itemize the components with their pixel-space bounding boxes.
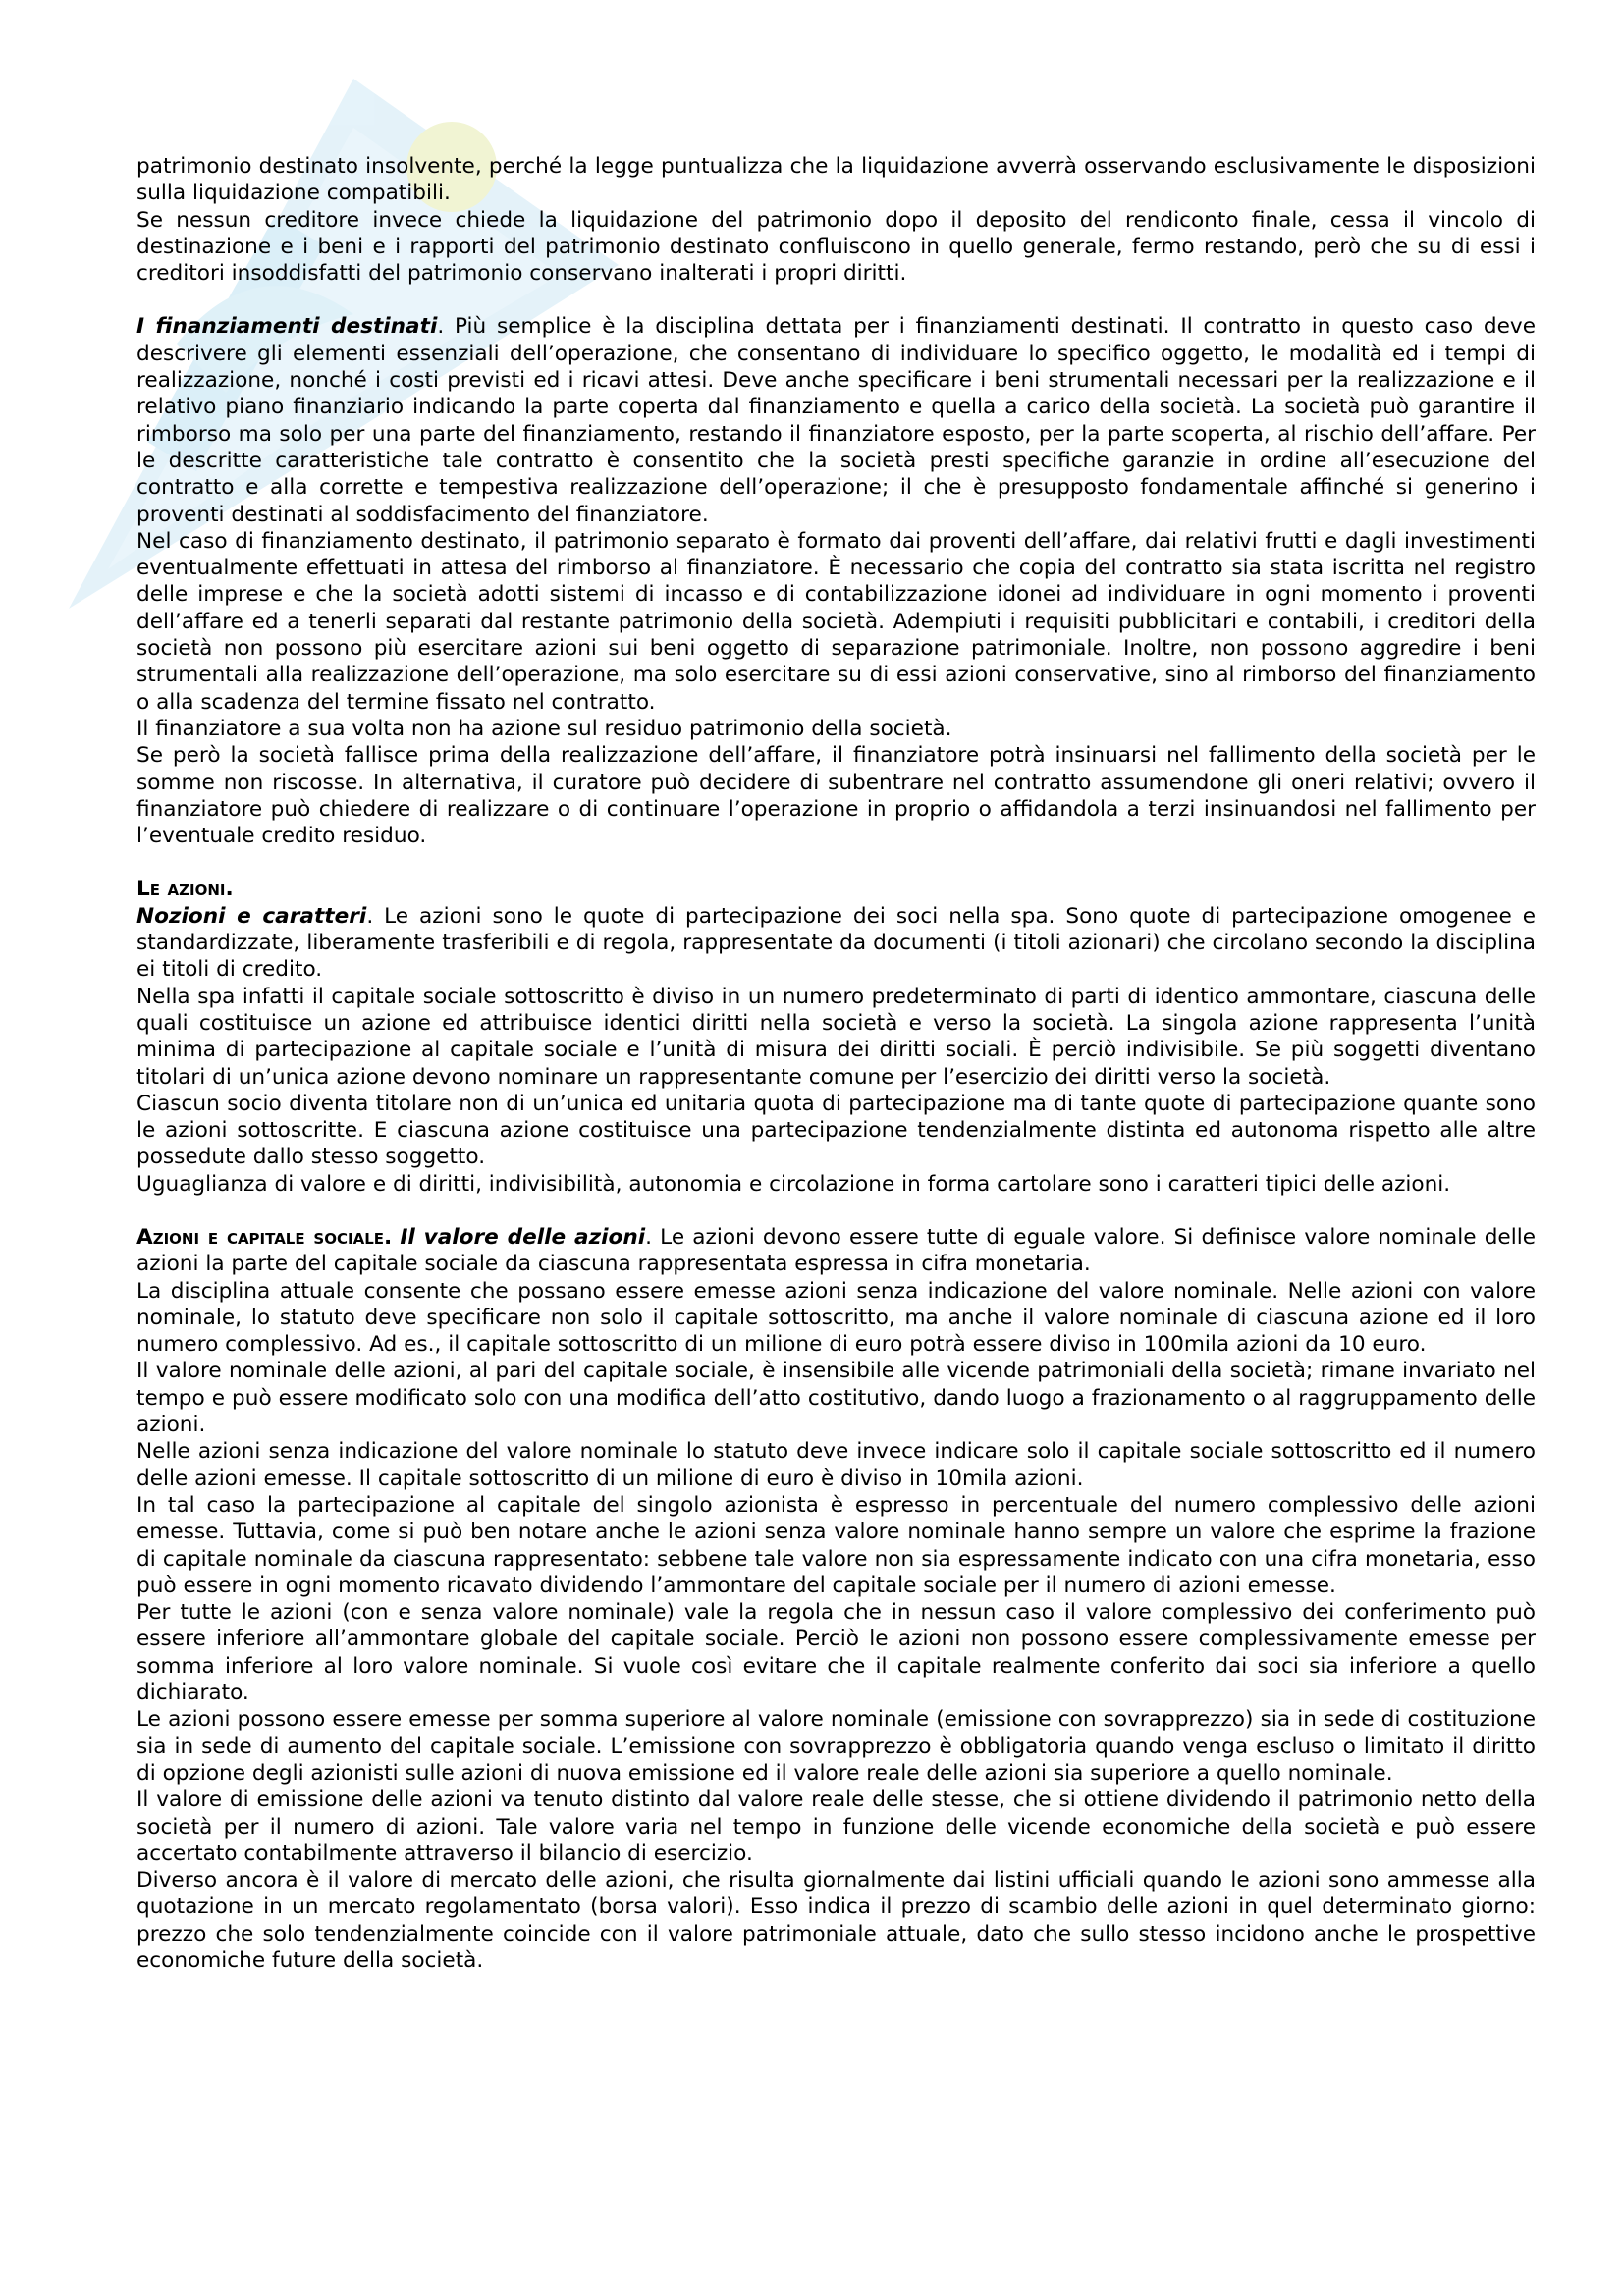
paragraph-capitale (136, 1224, 1536, 1278)
paragraph: Uguaglianza di valore e di diritti, indivisibilità, autonomia e circolazione in forma cartolare sono i caratteri tipici delle azioni. (136, 1171, 1451, 1197)
paragraph-text: . Più semplice è la disciplina dettata per i finanziamenti destinati. Il contratto in questo caso deve descrivere gli elementi essenziali dell’operazione, che consentano di individuare lo specifico oggetto, le modalità ed i tempi di realizzazione, nonché i costi previsti ed i ricavi attesi. Deve anche specificare i beni strumentali necessari per la realizzazione e il relativo piano finanziario indicando la parte coperta dal finanziamento e quella a carico della società. La società può garantire il rimborso ma solo per una parte del finanziamento, restando il finanziatore esposto, per la parte scoperta, al rischio dell’affare. Per le descritte caratteristiche tale contratto è consentito che la società presti specifiche garanzie in ordine all’esecuzione del contratto e alla corrette e tempestiva realizzazione dell’operazione; il che è presupposto fondamentale affinché si generino i proventi destinati al soddisfacimento del finanziatore. (136, 314, 1536, 527)
paragraph: Le azioni possono essere emesse per somma superiore al valore nominale (emissione con sovrapprezzo) sia in sede di costituzione sia in sede di aumento del capitale sociale. L’emissione con sovrapprezzo è obbligatoria quando venga escluso o limitato il diritto di opzione degli azionisti sulle azioni di nuova emissione ed il valore reale delle azioni sia superiore a quello nominale. (136, 1707, 1536, 1786)
paragraph: Il valore di emissione delle azioni va tenuto distinto dal valore reale delle stesse, che si ottiene dividendo il patrimonio netto della società per il numero di azioni. Tale valore varia nel tempo in funzione delle vicende economiche della società e può essere accertato contabilmente attraverso il bilancio di esercizio. (136, 1788, 1536, 1866)
paragraph: patrimonio destinato insolvente, perché la legge puntualizza che la liquidazione avverrà osservando esclusivamente le disposizioni sulla liquidazione compatibili. (136, 154, 1536, 206)
paragraph: Se nessun creditore invece chiede la liquidazione del patrimonio dopo il deposito del rendiconto finale, cessa il vincolo di destinazione e i beni e i rapporti del patrimonio destinato confluiscono in quello generale, fermo restando, però che su di essi i creditori insoddisfatti del patrimonio conservano inalterati i propri diritti. (136, 207, 1536, 287)
paragraph: Nel caso di finanziamento destinato, il patrimonio separato è formato dai proventi dell’affare, dai relativi frutti e dagli investimenti eventualmente effettuati in attesa del rimborso al finanziatore. È necessario che copia del contratto sia stata iscritta nel registro delle imprese e che la società adotti sistemi di incasso e di contabilizzazione idonei ad individuare in ogni momento i proventi dell’affare ed a tenerli separati dal restante patrimonio della società. Adempiuti i requisiti pubblicitari e contabili, i creditori della società non possono più esercitare azioni sui beni oggetto di separazione patrimoniale. Inoltre, non possono aggredire i beni strumentali alla realizzazione dell’operazione, ma solo esercitare su di essi azioni conservative, sino al rimborso del finanziamento o alla scadenza del termine fissato nel contratto. (136, 528, 1536, 715)
paragraph: Ciascun socio diventa titolare non di un’unica ed unitaria quota di partecipazione ma di tante quote di partecipazione quante sono le azioni sottoscritte. E ciascuna azione costituisce una partecipazione tendenzialmente distinta ed autonoma rispetto alle altre possedute dallo stesso soggetto. (136, 1091, 1536, 1170)
paragraph-nozioni (136, 903, 1536, 984)
paragraph: Il valore nominale delle azioni, al pari del capitale sociale, è insensibile alle vicende patrimoniali della società; rimane invariato nel tempo e può essere modificato solo con una modifica dell’atto costitutivo, dando luogo a frazionamento o al raggruppamento delle azioni. (136, 1359, 1536, 1438)
paragraph: Se però la società fallisce prima della realizzazione dell’affare, il finanziatore potrà insinuarsi nel fallimento della società per le somme non riscosse. In alternativa, il curatore può decidere di subentrare nel contratto assumendone gli oneri relativi; ovvero il finanziatore può chiedere di realizzare o di continuare l’operazione in proprio o affidandola a terzi insinuandosi nel fallimento per l’eventuale credito residuo. (136, 743, 1536, 849)
section-lead-title: I finanziamenti destinati (136, 314, 438, 340)
section-lead-title: Il valore delle azioni (400, 1224, 646, 1250)
paragraph: Il finanziatore a sua volta non ha azione sul residuo patrimonio della società. (136, 716, 952, 741)
section-heading: Azioni e capitale sociale. (136, 1224, 393, 1250)
paragraph-text: . Le azioni devono essere tutte di eguale valore. Si definisce valore nominale delle azioni la parte del capitale sociale da ciascuna rappresentata espressa in cifra monetaria. (136, 1224, 1536, 1277)
section-heading: Le azioni. (136, 877, 234, 902)
paragraph: La disciplina attuale consente che possano essere emesse azioni senza indicazione del valore nominale. Nelle azioni con valore nominale, lo statuto deve specificare non solo il capitale sottoscritto, ma anche il valore nominale di ciascuna azione ed il loro numero complessivo. Ad es., il capitale sottoscritto di un milione di euro potrà essere diviso in 100mila azioni da 10 euro. (136, 1278, 1536, 1358)
paragraph: Per tutte le azioni (con e senza valore nominale) vale la regola che in nessun caso il valore complessivo dei conferimento può essere inferiore all’ammontare globale del capitale sociale. Perciò le azioni non possono essere complessivamente emesse per somma inferiore al loro valore nominale. Si vuole così evitare che il capitale realmente conferito dai soci sia inferiore a quello dichiarato. (136, 1600, 1536, 1706)
paragraph-text: . Le azioni sono le quote di partecipazione dei soci nella spa. Sono quote di partecipazione omogenee e standardizzate, liberamente trasferibili e di regola, rappresentate da documenti (i titoli azionari) che circolano secondo la disciplina ei titoli di credito. (136, 903, 1536, 983)
paragraph-finanziamenti (136, 313, 1536, 527)
paragraph: Nelle azioni senza indicazione del valore nominale lo statuto deve invece indicare solo il capitale sociale sottoscritto ed il numero delle azioni emesse. Il capitale sottoscritto di un milione di euro è diviso in 10mila azioni. (136, 1439, 1536, 1491)
document-page (136, 153, 1536, 1974)
section-lead-title: Nozioni e caratteri (136, 903, 367, 929)
paragraph: Nella spa infatti il capitale sociale sottoscritto è diviso in un numero predeterminato di parti di identico ammontare, ciascuna delle quali costituisce un azione ed attribuisce identici diritti nella società e verso la società. La singola azione rappresenta l’unità minima di partecipazione al capitale sociale e l’unità di misura dei diritti sociali. È perciò indivisibile. Se più soggetti diventano titolari di un’unica azione devono nominare un rappresentante comune per l’esercizio dei diritti verso la società. (136, 984, 1536, 1090)
paragraph: In tal caso la partecipazione al capitale del singolo azionista è espresso in percentuale del numero complessivo delle azioni emesse. Tuttavia, come si può ben notare anche le azioni senza valore nominale hanno sempre un valore che esprime la frazione di capitale nominale da ciascuna rappresentato: sebbene tale valore non sia espressamente indicato con una cifra monetaria, esso può essere in ogni momento ricavato dividendo l’ammontare del capitale sociale per il numero di azioni emesse. (136, 1492, 1536, 1598)
paragraph: Diverso ancora è il valore di mercato delle azioni, che risulta giornalmente dai listini ufficiali quando le azioni sono ammesse alla quotazione in un mercato regolamentato (borsa valori). Esso indica il prezzo di scambio delle azioni in quel determinato giorno: prezzo che solo tendenzialmente coincide con il valore patrimoniale attuale, dato che sullo stesso incidono anche le prospettive economiche future della società. (136, 1868, 1536, 1973)
